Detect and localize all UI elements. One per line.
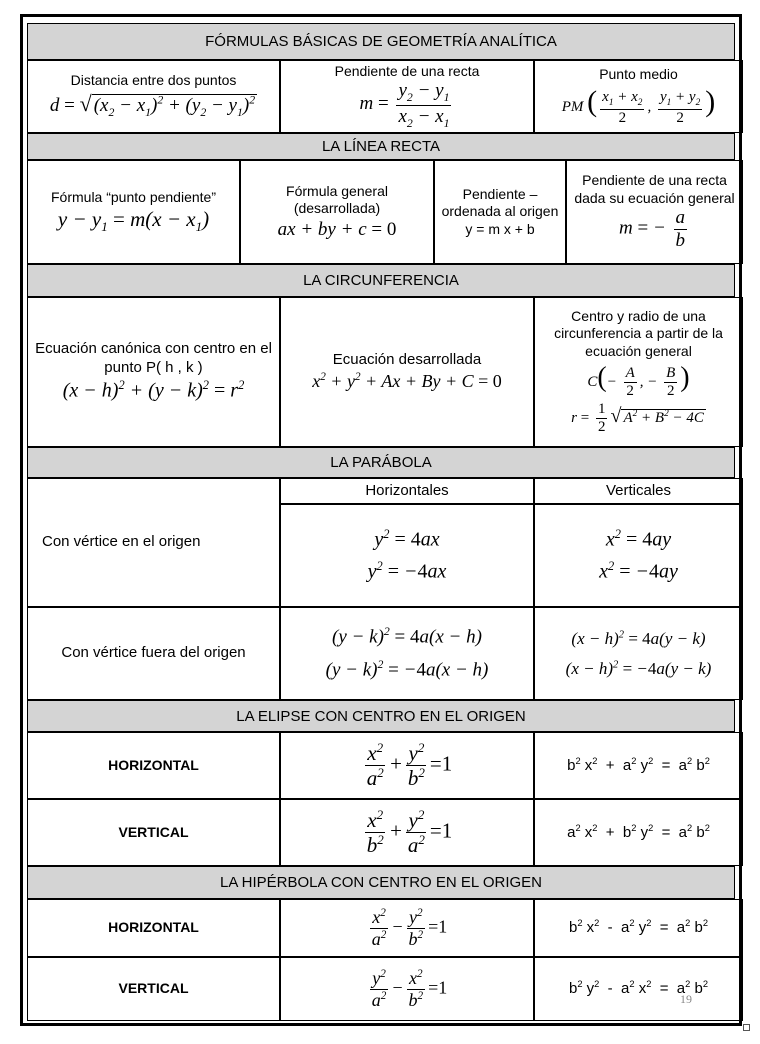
slope-general-label: Pendiente de una recta dada su ecuación general xyxy=(574,172,735,206)
ellipse-horizontal-row xyxy=(27,732,735,799)
hyperbola-horizontal-row xyxy=(27,899,735,957)
ellipse-vertical-formula xyxy=(280,799,534,866)
ellipse-horizontal-label-cell xyxy=(27,732,280,799)
col-horizontal-header xyxy=(280,478,534,504)
parabola-offset-horizontal xyxy=(280,607,534,700)
hyperbola-vertical-label-cell xyxy=(27,957,280,1021)
hyperbola-horizontal-expanded xyxy=(534,899,743,957)
parabola-offset-label: Con vértice fuera del origen xyxy=(61,644,246,662)
ellipse-horizontal-expanded xyxy=(534,732,743,799)
ellipse-h-fraction-form: $\frac{x^2}{a^2}$ + $\frac{y^2}{b^2}$ =1 xyxy=(366,739,453,790)
parabola-offset-row xyxy=(27,607,735,700)
distance-formula: d = √ $(x_2 - x_1)^2 + (y_2 - y_1)^2$ xyxy=(49,90,256,119)
hyperbola-horizontal-label: HORIZONTAL xyxy=(108,919,199,936)
midpoint-label: Punto medio xyxy=(599,65,678,82)
center-radius-cell xyxy=(534,297,743,447)
point-slope-cell xyxy=(27,160,240,264)
hyperbola-header xyxy=(27,866,735,899)
parabola-origin-row xyxy=(27,478,735,607)
general-formula: ax + by + c = 0 xyxy=(277,218,397,240)
ellipse-vertical-row xyxy=(27,799,735,866)
ellipse-vertical-expanded xyxy=(534,799,743,866)
general-label: Fórmula general (desarrollada) xyxy=(286,182,388,217)
col-vertical-label: Verticales xyxy=(605,481,672,499)
ellipse-header-text: LA ELIPSE CON CENTRO EN EL ORIGEN xyxy=(236,707,526,725)
developed-formula: $x^2 + y^2 + Ax + By + C = 0$ xyxy=(312,371,502,392)
title-text: FÓRMULAS BÁSICAS DE GEOMETRÍA ANALÍTICA xyxy=(205,33,557,50)
line-header-text: LA LÍNEA RECTA xyxy=(321,138,441,155)
resize-handle[interactable] xyxy=(743,1024,750,1031)
circle-header xyxy=(27,264,735,297)
parabola-offset-h-neg: $(y - k)^2 = -4a(x - h)$ xyxy=(325,657,489,680)
point-slope-label: Fórmula “punto pendiente” xyxy=(51,188,216,205)
ellipse-v-fraction-form: $\frac{x^2}{b^2}$ + $\frac{y^2}{a^2}$ =1 xyxy=(366,806,453,857)
circle-row xyxy=(27,297,735,447)
hyperbola-vertical-formula xyxy=(280,957,534,1021)
developed-cell xyxy=(280,297,534,447)
hyperbola-horizontal-label-cell xyxy=(27,899,280,957)
parabola-h-neg: $y^2 = -4ax$ xyxy=(367,558,447,583)
general-cell xyxy=(240,160,434,264)
parabola-origin-label-cell xyxy=(27,478,280,607)
center-formula: C(− $\frac{A}{2}$ , − $\frac{B}{2}$ ) xyxy=(587,362,690,400)
parabola-origin-vertical xyxy=(534,504,743,607)
canonical-formula: $(x - h)^2 + (y - k)^2 = r^2$ xyxy=(62,377,245,402)
line-header xyxy=(27,133,735,160)
ellipse-horizontal-formula xyxy=(280,732,534,799)
hyperbola-h-expanded-form: $b^2$ $x^2 - a^2$ $y^2 = a^2$ $b^2$ xyxy=(568,918,709,937)
parabola-offset-vertical xyxy=(534,607,743,700)
center-radius-label: Centro y radio de una circunferencia a partir de la ecuación general xyxy=(554,307,723,359)
parabola-offset-v-neg: $(x - h)^2 = -4a(y - k)$ xyxy=(565,658,712,678)
slope-general-cell xyxy=(566,160,743,264)
basics-row xyxy=(27,60,735,133)
circle-header-text: LA CIRCUNFERENCIA xyxy=(303,272,459,289)
slope-intercept-formula: y = m x + b xyxy=(465,220,535,237)
ellipse-header xyxy=(27,700,735,732)
distance-cell xyxy=(27,60,280,133)
hyperbola-v-fraction-form: $\frac{y^2}{a^2}$ − $\frac{x^2}{b^2}$ =1 xyxy=(371,967,448,1010)
point-slope-formula: $y - y_1 = m(x - x_1)$ xyxy=(57,207,210,235)
ellipse-vertical-label: VERTICAL xyxy=(118,823,189,840)
midpoint-cell xyxy=(534,60,743,133)
slope-intercept-cell xyxy=(434,160,566,264)
hyperbola-header-text: LA HIPÉRBOLA CON CENTRO EN EL ORIGEN xyxy=(219,874,543,891)
page-title xyxy=(27,23,735,60)
hyperbola-horizontal-formula xyxy=(280,899,534,957)
radius-formula: r = $\frac{1}{2}$ √ $A^2 + B^2 - 4C$ xyxy=(571,400,704,435)
hyperbola-vertical-label: VERTICAL xyxy=(118,980,189,997)
parabola-header xyxy=(27,447,735,478)
parabola-offset-label-cell xyxy=(27,607,280,700)
parabola-offset-h-pos: $(y - k)^2 = 4a(x - h)$ xyxy=(332,625,482,648)
parabola-v-pos: $x^2 = 4ay$ xyxy=(605,526,672,551)
hyperbola-h-fraction-form: $\frac{x^2}{a^2}$ − $\frac{y^2}{b^2}$ =1 xyxy=(371,906,448,949)
distance-label: Distancia entre dos puntos xyxy=(70,72,237,89)
col-vertical-header xyxy=(534,478,743,504)
ellipse-vertical-label-cell xyxy=(27,799,280,866)
ellipse-h-expanded-form: $b^2$ $x^2 + a^2$ $y^2 = a^2$ $b^2$ xyxy=(567,755,710,774)
parabola-offset-v-pos: $(x - h)^2 = 4a(y - k)$ xyxy=(571,629,706,649)
hyperbola-vertical-expanded xyxy=(534,957,743,1021)
parabola-header-text: LA PARÁBOLA xyxy=(330,454,432,471)
slope-label: Pendiente de una recta xyxy=(334,62,480,79)
line-row xyxy=(27,160,735,264)
parabola-origin-label: Con vértice en el origen xyxy=(42,533,201,551)
ellipse-horizontal-label: HORIZONTAL xyxy=(108,756,199,773)
midpoint-formula: PM ( $\frac{x_1 + x_2}{2}$ , $\frac{y_1 + y_2}{2}$ ) xyxy=(561,85,716,126)
parabola-origin-horizontal xyxy=(280,504,534,607)
hyperbola-v-expanded-form: $b^2$ $y^2 - a^2$ $x^2 = a^2$ $b^2$ xyxy=(568,979,709,998)
col-horizontal-label: Horizontales xyxy=(365,481,449,499)
page-number: 19 xyxy=(680,992,692,1006)
slope-general-formula: m = − $\frac{a}{b}$ xyxy=(618,207,686,251)
slope-intercept-label: Pendiente – ordenada al origen xyxy=(441,185,559,220)
canonical-cell xyxy=(27,297,280,447)
hyperbola-vertical-row xyxy=(27,957,735,1021)
parabola-h-pos: $y^2 = 4ax$ xyxy=(374,526,440,551)
developed-label: Ecuación desarrollada xyxy=(332,351,482,369)
slope-cell xyxy=(280,60,534,133)
ellipse-v-expanded-form: $a^2$ $x^2 + b^2$ $y^2 = a^2$ $b^2$ xyxy=(567,822,710,841)
slope-formula: m = $\frac{y_2 - y_1}{x_2 - x_1}$ xyxy=(359,80,450,130)
parabola-v-neg: $x^2 = -4ay$ xyxy=(599,558,678,583)
canonical-label: Ecuación canónica con centro en el punto P( h , k ) xyxy=(35,340,272,377)
formula-sheet xyxy=(20,14,742,1026)
